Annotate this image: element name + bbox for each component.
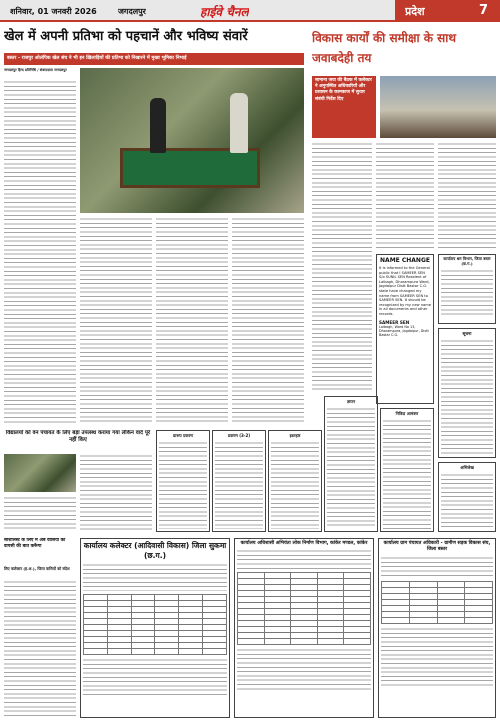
tender-notice-1-text: [83, 563, 227, 591]
name-change-body: It is informed to the General public that I SAMEER SEN S/o SUNIL SEN Resident of Lalbagh, Dharampura Ward, Jagdalpur Distt Bastar C.G. state have changed my name from SAMEER SEN to SAMEER SEN. It should be recognized by my new name in all documents and other records.: [379, 266, 431, 316]
photo-table: [120, 148, 260, 188]
tender-notice-2: [234, 538, 374, 718]
right-column-1: [312, 142, 372, 392]
legal-notice-1-body: [159, 441, 207, 529]
side-notice-1: [438, 254, 496, 324]
legal-notice-5: [380, 408, 434, 532]
lead-subhead: बस्तर - राजपुर ओलंपिक खेल संघ ने भी इन ख़िलाड़ियों की प्रतिभा को निखारने में मुख्य भूमिका निभाई: [4, 53, 304, 65]
masthead: [0, 0, 500, 22]
tender-notice-3-footer: [381, 627, 493, 687]
legal-notice-5-body: [383, 419, 431, 529]
tender-notice-3: [378, 538, 496, 718]
tender-notice-3-title: कार्यालय ग्राम पंचायत अधिकारी - ग्रामीण सड़क विकास संघ, जिला बस्तर: [383, 541, 491, 553]
lead-column-3: [156, 217, 228, 425]
tender-notice-2-footer: [237, 648, 371, 692]
name-change-signature: SAMEER SEN: [379, 319, 410, 325]
right-column-3: [438, 142, 496, 250]
legal-notice-4-title: ज्ञापन: [346, 399, 356, 404]
legal-notice-1-title: प्रारूप प्रकरण: [173, 433, 193, 438]
side-notice-title: कार्यालय श्रम विभाग, जिला बस्तर (छ.ग.): [443, 256, 491, 266]
legal-notice-2-title: प्रकरण (3-2): [227, 433, 251, 438]
side-notice-2-title: सूचना: [462, 331, 472, 336]
right-subhead: सामाना जया की बैठक में कलेक्टर ने अनुपस्थित अधिकारियों और प्रशासन के कामकाज में सुधार संबंधी निर्देश दिए: [312, 76, 376, 138]
name-change-notice: [376, 254, 434, 404]
lead-byline: जगदलपुर हिन्द प्रतिनिधि / संवाददाता जगदलपुर: [4, 68, 67, 72]
legal-notice-4-body: [327, 407, 375, 529]
lead-column-2: [80, 217, 152, 425]
side-notice-body: [441, 269, 493, 315]
section-tab: [395, 0, 500, 22]
right-headline: विकास कार्यों की समीक्षा के साथ जवाबदेही तय: [312, 31, 457, 65]
legal-notice-3-body: [271, 441, 319, 529]
name-change-title: NAME CHANGE: [380, 257, 430, 264]
legal-notice-2-body: [215, 441, 263, 529]
city-label: जगदलपुर: [118, 7, 146, 16]
side-notice-3-body: [441, 473, 493, 529]
tender-notice-2-text: [237, 549, 371, 569]
legal-notice-4: [324, 396, 378, 532]
page-number: 7: [479, 3, 489, 18]
photo-figure: [150, 98, 166, 153]
legal-notice-2: [212, 430, 266, 532]
tender-notice-1: [80, 538, 230, 718]
side-notice-2-body: [441, 339, 493, 455]
date-line: शनिवार, 01 जनवरी 2026: [10, 7, 97, 16]
mid-column-1: [4, 496, 76, 532]
tender-notice-1-footer: [83, 658, 227, 698]
legal-notice-3: [268, 430, 322, 532]
right-column-2: [376, 142, 434, 250]
lead-column-4: [232, 217, 304, 425]
mid-headline: विद्यालयों को वन पंचायत के लिए बड़ा उपलब्ध कराया गया लेकिन वादे पूरे नहीं किए: [5, 430, 151, 443]
lead-column-1: [4, 80, 76, 425]
side-notice-3: [438, 462, 496, 532]
lead-photo: [80, 68, 304, 213]
legal-notice-5-title: निविदा आमंत्रण: [395, 411, 419, 416]
lead-headline: खेल में अपनी प्रतिभा को पहचानें और भविष्य संवारें: [4, 29, 248, 44]
tender-table-1: [83, 594, 227, 655]
section-label: प्रदेश: [405, 5, 425, 18]
mid-column-2: [80, 454, 152, 532]
side-notice-3-title: अभिलेख: [460, 465, 474, 470]
side-notice-2: [438, 328, 496, 458]
right-photo: [380, 76, 496, 138]
legal-notice-3-title: इश्तहार: [289, 433, 301, 438]
name-change-address: Lalbagh, Ward No 13, Dharampura, Jagdalpur, Distt Bastar C.G.: [379, 324, 429, 337]
photo-figure: [230, 93, 248, 153]
tender-notice-2-title: कार्यालय अधिशासी अभियंता लोक निर्माण विभाग, कांकेर मण्डल, कांकेर: [240, 541, 368, 546]
tender-table-2: [237, 572, 371, 645]
legal-notice-1: [156, 430, 210, 532]
tender-table-3: [381, 581, 493, 624]
bottom-left-headline: सोशलिस्ट के लिए मैं अब वासियों की वापसी की बात करूँगा: [4, 538, 66, 549]
bottom-left-subhead: लिए कलेक्टर (ह.अ.), जिला वासियों को संदेश: [4, 566, 70, 571]
bottom-left-column: [4, 580, 76, 718]
mid-photo: [4, 454, 76, 492]
tender-notice-1-title: कार्यालय कलेक्टर (आदिवासी विकास) जिला सुकमा (छ.ग.): [83, 541, 227, 560]
brand-logo: हाईवे चैनल: [200, 5, 249, 19]
tender-notice-3-text: [381, 556, 493, 578]
